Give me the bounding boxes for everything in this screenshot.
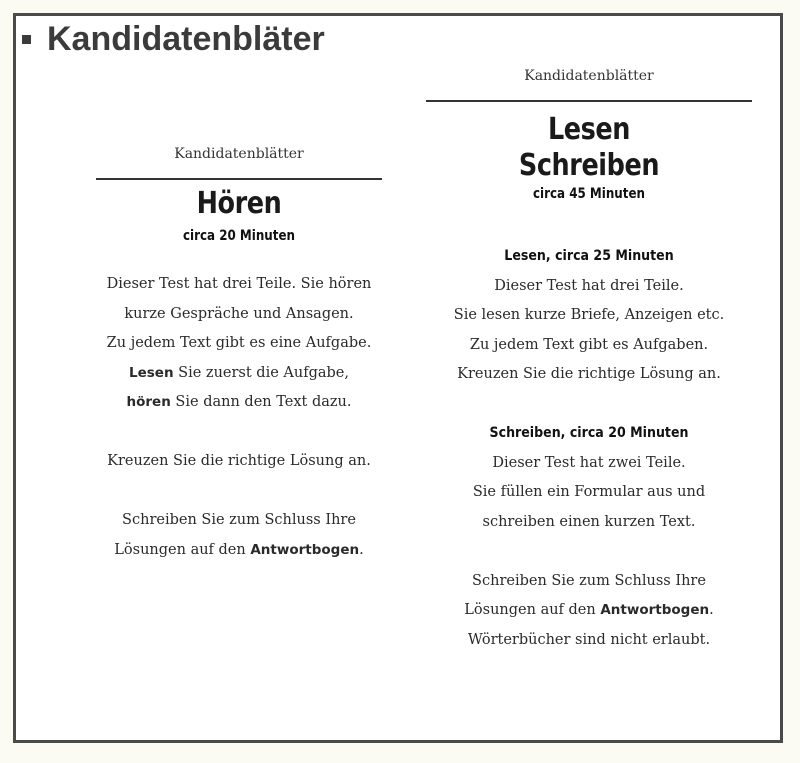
ls-title-schreiben: Schreiben	[518, 148, 660, 183]
schreiben-line-2: Sie füllen ein Formular aus und	[472, 484, 706, 500]
lesen-bold: Lesen	[129, 364, 174, 381]
hoeren-line-5	[96, 388, 382, 418]
slide-title-text: Kandidatenbläter	[47, 20, 325, 58]
ls-duration: circa 45 Minuten	[532, 186, 646, 202]
ls-closing-2	[426, 596, 752, 626]
hoeren-closing-1: Schreiben Sie zum Schluss Ihre	[122, 512, 356, 528]
hoeren-sheet	[96, 146, 382, 565]
bullet-square-icon	[22, 35, 31, 44]
schreiben-line-1: Dieser Test hat zwei Teile.	[492, 454, 686, 471]
hoeren-closing-2	[96, 536, 382, 566]
hoeren-duration: circa 20 Minuten	[182, 228, 296, 244]
hoeren-instructions	[96, 270, 382, 565]
hoeren-closing-2-post: .	[359, 541, 364, 558]
schreiben-subhead: Schreiben, circa 20 Minuten	[489, 425, 689, 441]
ls-instructions	[426, 242, 752, 655]
lesen-line-1: Dieser Test hat drei Teile.	[494, 277, 684, 294]
antwortbogen-bold: Antwortbogen	[250, 541, 360, 558]
ls-closing-1: Schreiben Sie zum Schluss Ihre	[472, 572, 706, 589]
ls-title-lesen: Lesen	[547, 112, 631, 147]
slide-title	[22, 22, 325, 56]
ls-antwortbogen-bold: Antwortbogen	[600, 602, 710, 618]
hoeren-line-1: Dieser Test hat drei Teile. Sie hören	[106, 276, 372, 292]
hoeren-line-3: Zu jedem Text gibt es eine Aufgabe.	[106, 335, 372, 351]
ls-closing-2-pre: Lösungen auf den	[464, 602, 601, 618]
hoeren-line-4	[96, 359, 382, 389]
hoeren-sheet-header: Kandidatenblätter	[96, 146, 382, 180]
hoeren-line-5-rest: Sie dann den Text dazu.	[170, 394, 352, 410]
lesen-line-4: Kreuzen Sie die richtige Lösung an.	[457, 366, 721, 382]
lesen-schreiben-sheet	[426, 68, 752, 655]
hoeren-line-4-rest: Sie zuerst die Aufgabe,	[173, 364, 349, 381]
ls-closing-3: Wörterbücher sind nicht erlaubt.	[467, 631, 711, 648]
ls-sheet-header: Kandidatenblätter	[426, 68, 752, 102]
hoeren-line-2: kurze Gespräche und Ansagen.	[124, 305, 354, 322]
lesen-line-2: Sie lesen kurze Briefe, Anzeigen etc.	[453, 307, 725, 323]
hoeren-cross-line: Kreuzen Sie die richtige Lösung an.	[107, 453, 371, 469]
hoeren-closing-2-pre: Lösungen auf den	[114, 541, 251, 558]
lesen-subhead: Lesen, circa 25 Minuten	[504, 248, 674, 264]
schreiben-line-3: schreiben einen kurzen Text.	[482, 513, 696, 530]
hoeren-title: Hören	[196, 186, 282, 221]
lesen-line-3: Zu jedem Text gibt es Aufgaben.	[469, 336, 709, 353]
hoeren-bold: hören	[126, 394, 171, 410]
ls-closing-2-post: .	[709, 602, 714, 618]
